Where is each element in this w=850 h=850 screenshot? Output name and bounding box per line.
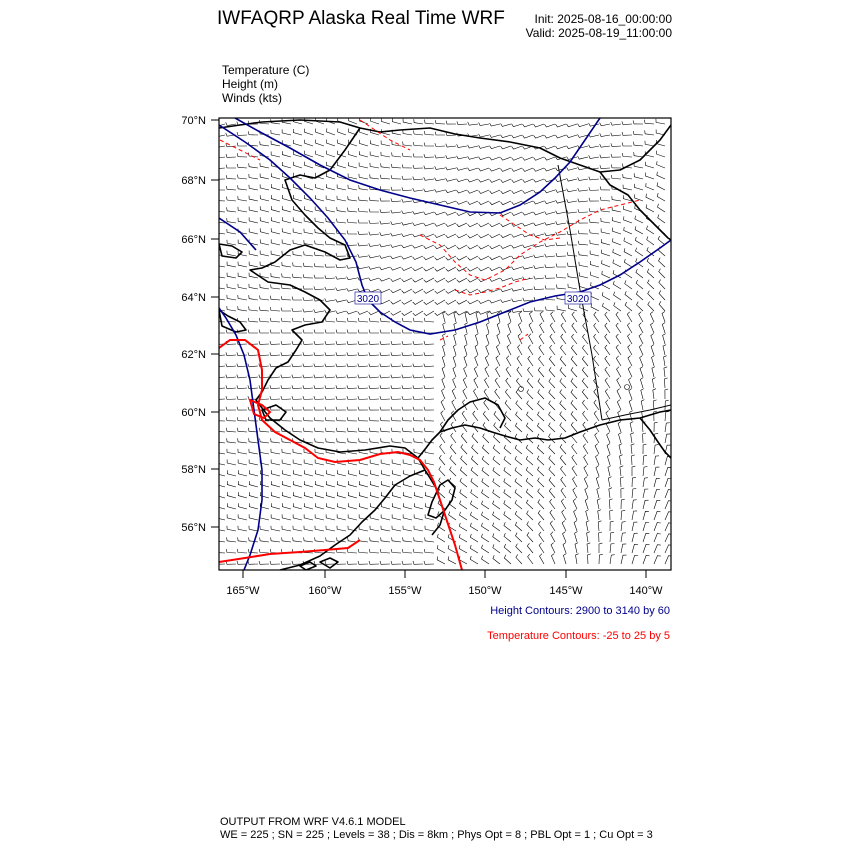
lat-label: 70°N <box>181 115 206 127</box>
contour-label-1 <box>355 292 381 305</box>
lon-label: 165°W <box>226 585 260 597</box>
height-contours-note: Height Contours: 2900 to 3140 by 60 <box>490 605 670 617</box>
wind-barb-field <box>215 117 672 564</box>
contour-label-2 <box>565 292 591 305</box>
lat-label: 64°N <box>181 292 206 304</box>
svg-text:3020: 3020 <box>566 294 590 305</box>
valid-time: Valid: 2025-08-19_11:00:00 <box>525 26 672 40</box>
temperature-contours-note: Temperature Contours: -25 to 25 by 5 <box>487 630 670 642</box>
lon-label: 150°W <box>468 585 502 597</box>
field-winds: Winds (kts) <box>222 91 282 105</box>
lat-label: 60°N <box>181 407 206 419</box>
lat-label: 62°N <box>181 349 206 361</box>
lat-label: 56°N <box>181 522 206 534</box>
wind-barbs <box>215 117 672 564</box>
lon-label: 160°W <box>308 585 342 597</box>
lat-label: 58°N <box>181 464 206 476</box>
config-note: WE = 225 ; SN = 225 ; Levels = 38 ; Dis = 8km ; Phys Opt = 8 ; PBL Opt = 1 ; Cu Opt = 3 <box>220 829 653 841</box>
station-marker <box>625 385 630 390</box>
lat-label: 68°N <box>181 175 206 187</box>
map-title: IWFAQRP Alaska Real Time WRF <box>217 8 505 29</box>
model-note: OUTPUT FROM WRF V4.6.1 MODEL <box>220 816 406 828</box>
lon-label: 145°W <box>549 585 583 597</box>
field-height: Height (m) <box>222 77 279 91</box>
lon-label: 155°W <box>388 585 422 597</box>
station-marker <box>519 387 524 392</box>
svg-text:3020: 3020 <box>356 294 380 305</box>
field-temperature: Temperature (C) <box>222 63 310 77</box>
init-time: Init: 2025-08-16_00:00:00 <box>534 12 672 26</box>
map-plot <box>160 108 690 598</box>
lat-label: 66°N <box>181 234 206 246</box>
lon-label: 140°W <box>629 585 663 597</box>
